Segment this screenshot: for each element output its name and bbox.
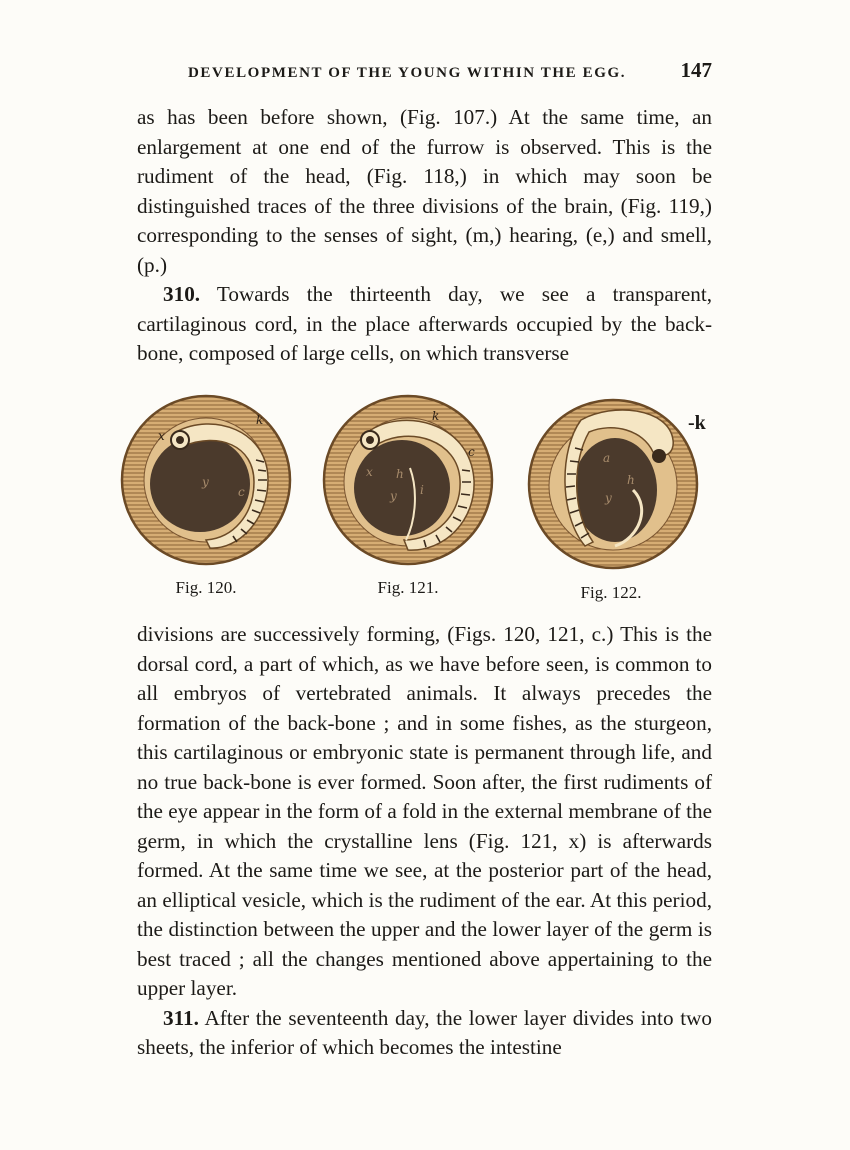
figure-122 bbox=[523, 390, 699, 605]
page-number: 147 bbox=[680, 58, 712, 82]
embryo-illustration-122 bbox=[523, 390, 699, 570]
label-c: c bbox=[238, 485, 245, 499]
figure-121 bbox=[320, 390, 496, 605]
paragraph-continuation bbox=[137, 620, 712, 1004]
label-k: k bbox=[256, 413, 264, 427]
paragraph-text: as has been before shown, (Fig. 107.) At the same time, an enlargement at one end of the furrow is observed. This is the rudiment of the head, (Fig. 118,) in which may soon be distinguished traces of the three divisions of the brain, (Fig. 119,) corresponding to the senses of sight, (m,) hearing, (e,) and smell, (p.) bbox=[137, 105, 712, 277]
running-title: DEVELOPMENT OF THE YOUNG WITHIN THE EGG. bbox=[188, 65, 627, 81]
text-block-bottom bbox=[137, 620, 712, 1063]
label-k: k bbox=[432, 409, 440, 423]
paragraph-text: Towards the thirteenth day, we see a transparent, cartilaginous cord, in the place afterwards occupied by the back-bone, composed of large cells, on which transverse bbox=[137, 282, 713, 365]
embryo-illustration-121 bbox=[320, 390, 496, 570]
figure-caption: Fig. 120. bbox=[175, 578, 237, 597]
label-h: h bbox=[396, 467, 404, 481]
figure-120 bbox=[118, 390, 294, 605]
label-i: i bbox=[420, 483, 424, 497]
label-c: c bbox=[468, 445, 475, 459]
figure-caption: Fig. 121. bbox=[377, 578, 439, 597]
text-block-top bbox=[137, 103, 712, 369]
label-x: x bbox=[158, 429, 165, 443]
label-x: x bbox=[366, 465, 373, 479]
paragraph-number: 311. bbox=[163, 1005, 199, 1030]
label-y: y bbox=[605, 491, 612, 505]
paragraph-311 bbox=[137, 1004, 712, 1063]
paragraph-310 bbox=[137, 280, 712, 369]
label-k-fig122: -k bbox=[688, 412, 706, 434]
label-y: y bbox=[202, 475, 209, 489]
label-y: y bbox=[390, 489, 397, 503]
figure-row bbox=[118, 390, 718, 610]
paragraph-number: 310. bbox=[163, 282, 201, 306]
paragraph-continuation bbox=[137, 103, 712, 280]
paragraph-text: divisions are successively forming, (Figs. 120, 121, c.) This is the dorsal cord, a part of which, as we have before seen, is common to all embryos of vertebrated animals. It always precedes the formation of the back-bone ; and in some fishes, as the sturgeon, this cartilaginous or embryonic state is permanent through life, and no true back-bone is ever formed. Soon after, the first rudiments of the eye appear in the form of a fold in the external membrane of the germ, in which the crystalline lens (Fig. 121, x) is afterwards formed. At the same time we see, at the posterior part of the head, an elliptical vesicle, which is the rudiment of the ear. At this period, the distinction between the upper and the lower layer of the germ is best traced ; all the changes mentioned above appertaining to the upper layer. bbox=[137, 622, 712, 1000]
label-h: h bbox=[627, 473, 635, 487]
embryo-illustration-120 bbox=[118, 390, 294, 570]
figure-caption: Fig. 122. bbox=[580, 583, 642, 602]
label-a: a bbox=[603, 451, 611, 465]
running-header bbox=[188, 58, 712, 88]
paragraph-text: After the seventeenth day, the lower layer divides into two sheets, the inferior of which becomes the intestine bbox=[137, 1005, 712, 1059]
